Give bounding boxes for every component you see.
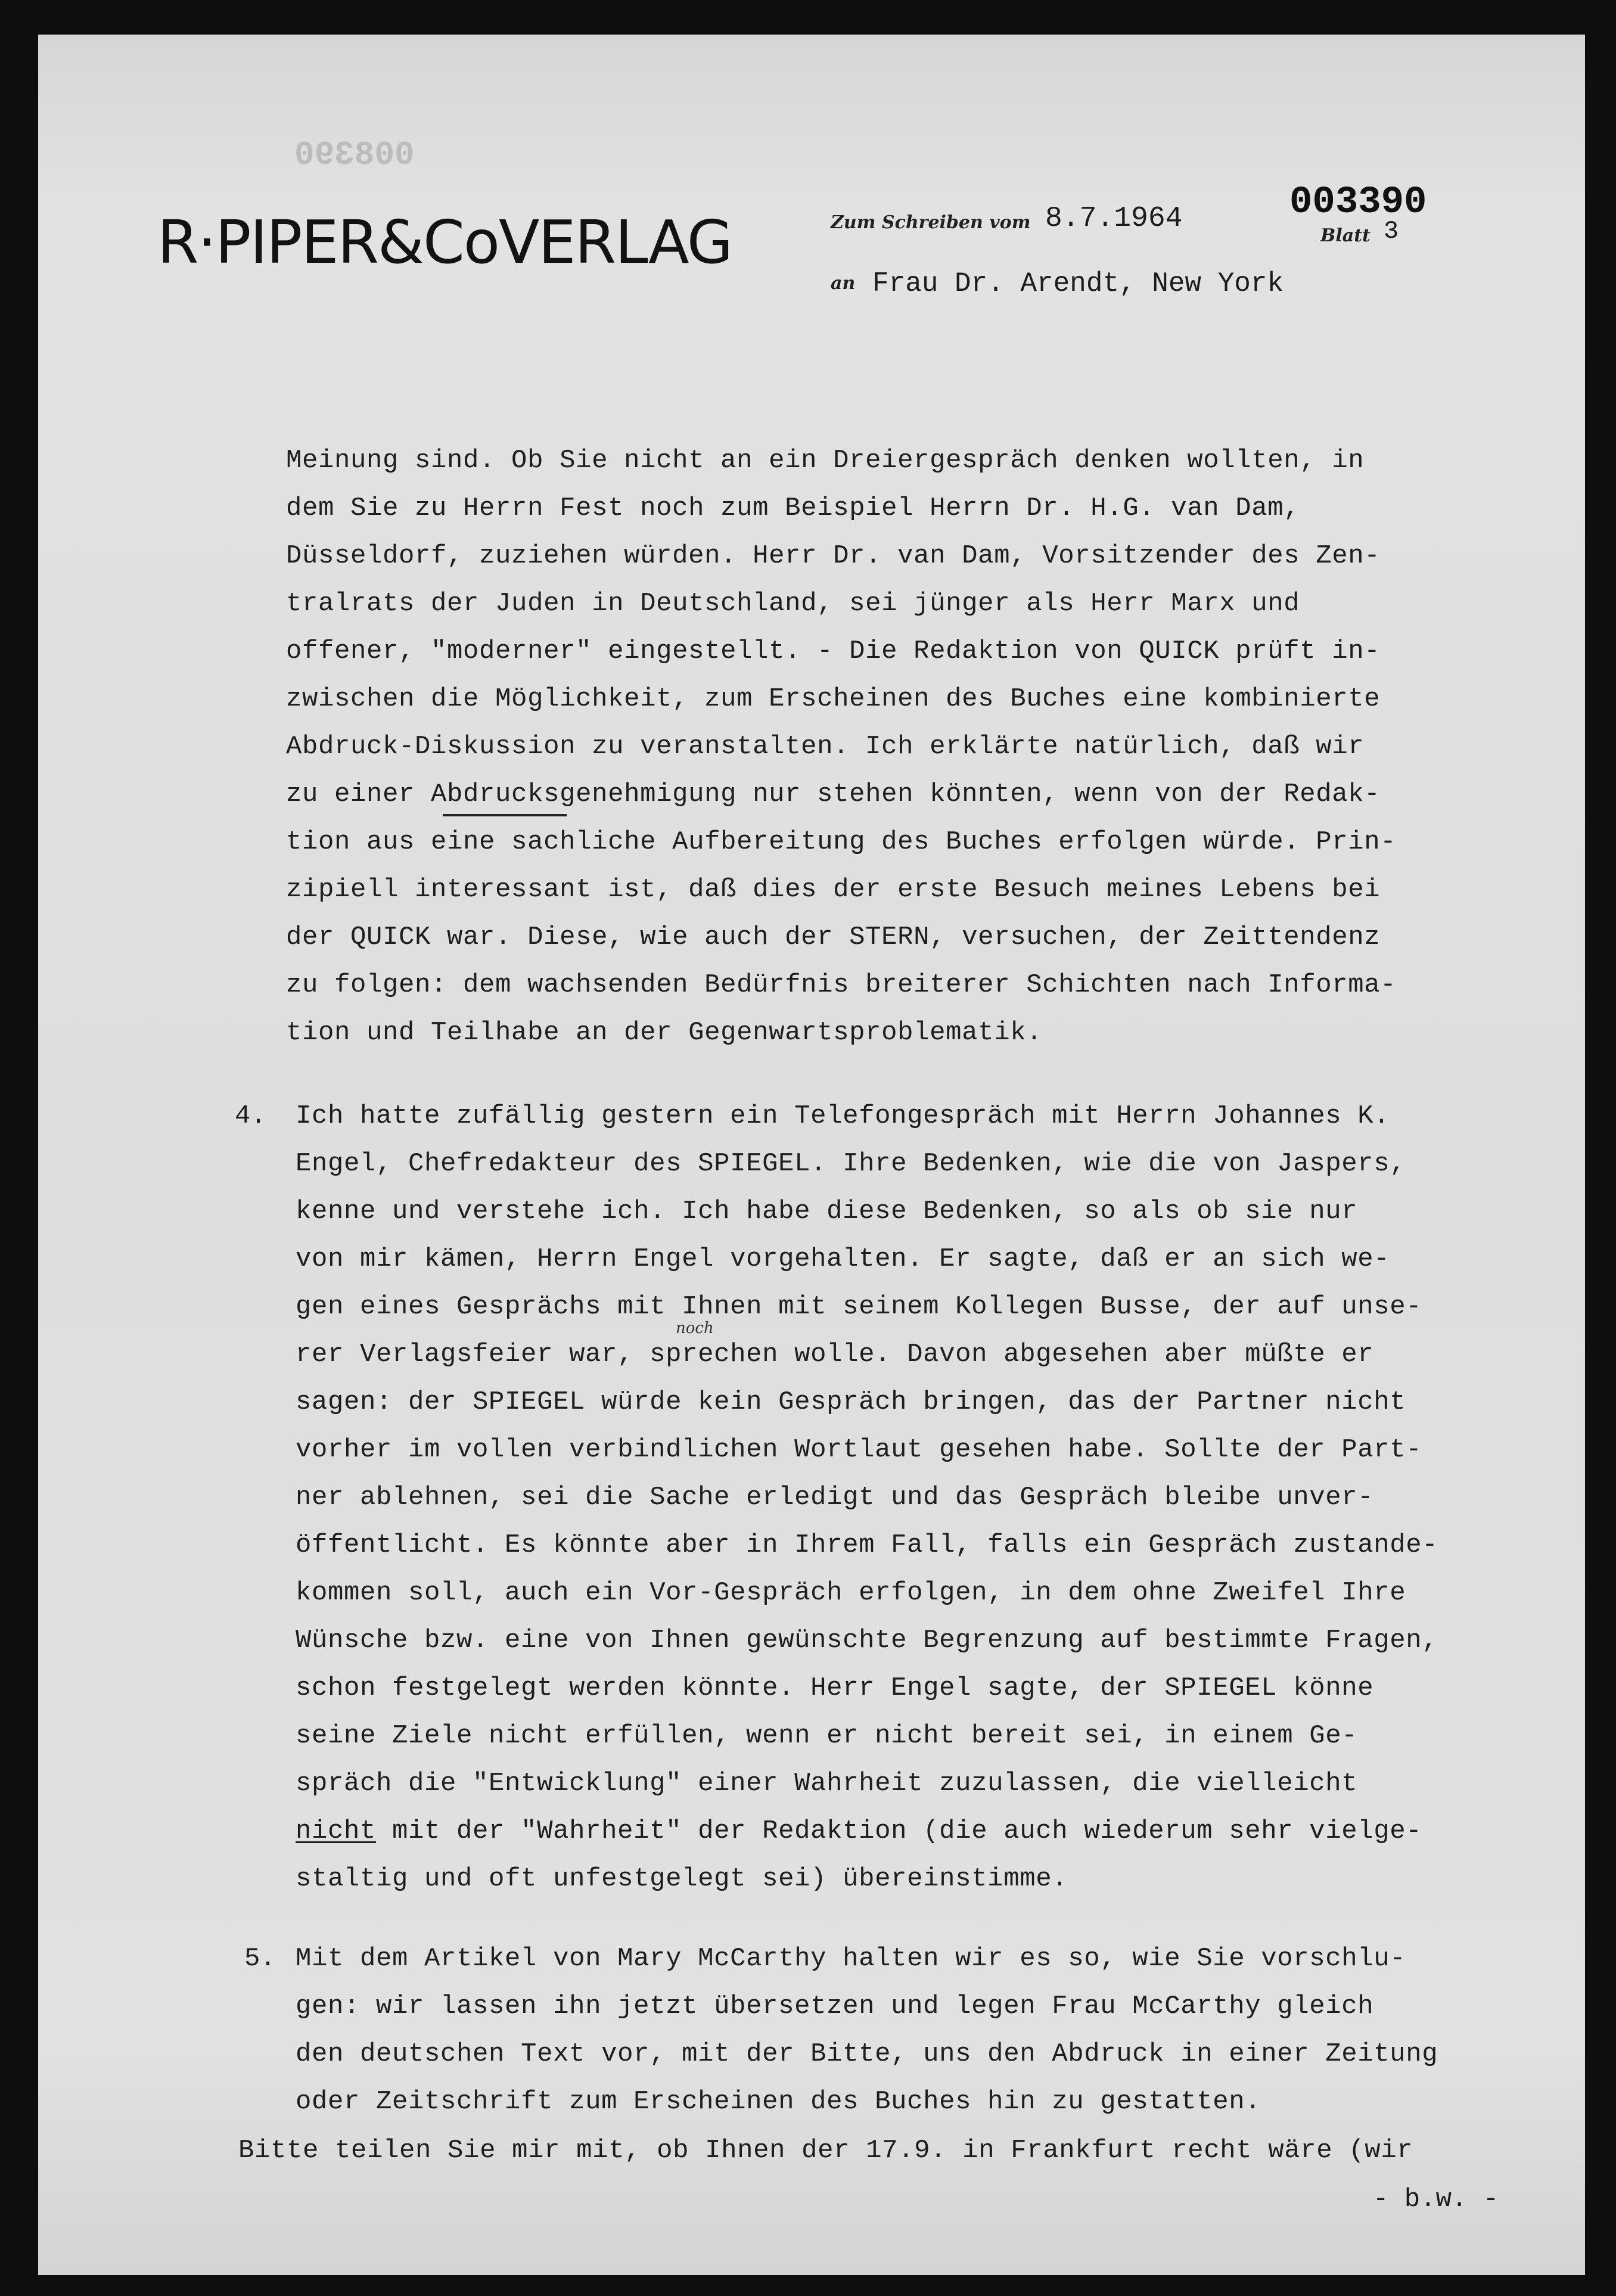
bleed-through-number: 008390 [294, 136, 415, 174]
text-span: mit der "Wahrheit" der Redaktion (die auch wiederum sehr vielge- [376, 1816, 1422, 1846]
an-label: an [831, 273, 856, 294]
text-line: gen eines Gesprächs mit Ihnen mit seinem Kollegen Busse, der auf unse- [296, 1292, 1422, 1322]
letter-date: 8.7.1964 [1045, 203, 1183, 235]
text-line: offener, "moderner" eingestellt. - Die Redaktion von QUICK prüft in- [286, 636, 1381, 666]
text-line: vorher im vollen verbindlichen Wortlaut gesehen habe. Sollte der Part- [296, 1435, 1422, 1465]
text-line: Abdruck-Diskussion zu veranstalten. Ich erklärte natürlich, daß wir [286, 732, 1365, 762]
text-line: Engel, Chefredakteur des SPIEGEL. Ihre Bedenken, wie die von Jaspers, [296, 1149, 1406, 1179]
item-number-4: 4. [235, 1101, 266, 1131]
text-line: ner ablehnen, sei die Sache erledigt und das Gespräch bleibe unver- [296, 1483, 1374, 1512]
letter-page [38, 35, 1585, 2275]
text-line: kenne und verstehe ich. Ich habe diese Bedenken, so als ob sie nur [296, 1197, 1358, 1226]
text-line: Meinung sind. Ob Sie nicht an ein Dreiergespräch denken wollten, in [286, 446, 1365, 476]
text-line: rer Verlagsfeier war, sprechen wolle. Davon abgesehen aber müßte er [296, 1340, 1374, 1369]
text-line: zipiell interessant ist, daß dies der erste Besuch meines Lebens bei [286, 875, 1381, 905]
text-line: Mit dem Artikel von Mary McCarthy halten wir es so, wie Sie vorschlu- [296, 1944, 1406, 1974]
underlined-word: nicht [296, 1816, 377, 1846]
text-line: tion aus eine sachliche Aufbereitung des Buches erfolgen würde. Prin- [286, 827, 1397, 857]
text-line: den deutschen Text vor, mit der Bitte, uns den Abdruck in einer Zeitung [296, 2039, 1438, 2069]
handwritten-insert: noch [676, 1319, 714, 1337]
text-line: Wünsche bzw. eine von Ihnen gewünschte Begrenzung auf bestimmte Fragen, [296, 1626, 1438, 1655]
blatt-number: 3 [1384, 217, 1399, 246]
recipient: Frau Dr. Arendt, New York [872, 268, 1284, 299]
text-line: der QUICK war. Diese, wie auch der STERN, versuchen, der Zeittendenz [286, 922, 1381, 952]
publisher-logo: R·PIPER&CoVERLAG [157, 207, 732, 277]
text-line: tion und Teilhabe an der Gegenwartsproblematik. [286, 1018, 1043, 1048]
text-line: gen: wir lassen ihn jetzt übersetzen und legen Frau McCarthy gleich [296, 1991, 1374, 2021]
page-footer: - b.w. - [1373, 2185, 1499, 2214]
text-line: tralrats der Juden in Deutschland, sei jünger als Herr Marx und [286, 589, 1300, 619]
text-line: seine Ziele nicht erfüllen, wenn er nicht bereit sei, in einem Ge- [296, 1721, 1358, 1751]
document-number: 003390 [1289, 181, 1427, 224]
text-line: sagen: der SPIEGEL würde kein Gespräch bringen, das der Partner nicht [296, 1387, 1406, 1417]
text-line [296, 1816, 1422, 1846]
text-line: zwischen die Möglichkeit, zum Erscheinen des Buches eine kombinierte [286, 684, 1381, 714]
text-line: öffentlicht. Es könnte aber in Ihrem Fall, falls ein Gespräch zustande- [296, 1530, 1438, 1560]
item-number-5: 5. [244, 1944, 276, 1974]
closing-line: Bitte teilen Sie mir mit, ob Ihnen der 17.9. in Frankfurt recht wäre (wir [238, 2136, 1413, 2165]
underline-mark [443, 814, 567, 816]
text-line: oder Zeitschrift zum Erscheinen des Buches hin zu gestatten. [296, 2087, 1261, 2117]
blatt-label: Blatt [1320, 225, 1371, 246]
text-line: Düsseldorf, zuziehen würden. Herr Dr. van Dam, Vorsitzender des Zen- [286, 541, 1381, 571]
text-line: von mir kämen, Herrn Engel vorgehalten. Er sagte, daß er an sich we- [296, 1244, 1390, 1274]
text-line: staltig und oft unfestgelegt sei) übereinstimme. [296, 1864, 1068, 1894]
zum-schreiben-label: Zum Schreiben vom [831, 212, 1031, 233]
text-line: kommen soll, auch ein Vor-Gespräch erfolgen, in dem ohne Zweifel Ihre [296, 1578, 1406, 1608]
text-line: zu folgen: dem wachsenden Bedürfnis breiterer Schichten nach Informa- [286, 970, 1397, 1000]
text-line: dem Sie zu Herrn Fest noch zum Beispiel Herrn Dr. H.G. van Dam, [286, 493, 1300, 523]
text-line: Ich hatte zufällig gestern ein Telefongespräch mit Herrn Johannes K. [296, 1101, 1390, 1131]
text-line: spräch die "Entwicklung" einer Wahrheit zuzulassen, die vielleicht [296, 1769, 1358, 1798]
text-line: zu einer Abdrucksgenehmigung nur stehen könnten, wenn von der Redak- [286, 779, 1381, 809]
text-line: schon festgelegt werden könnte. Herr Engel sagte, der SPIEGEL könne [296, 1673, 1374, 1703]
